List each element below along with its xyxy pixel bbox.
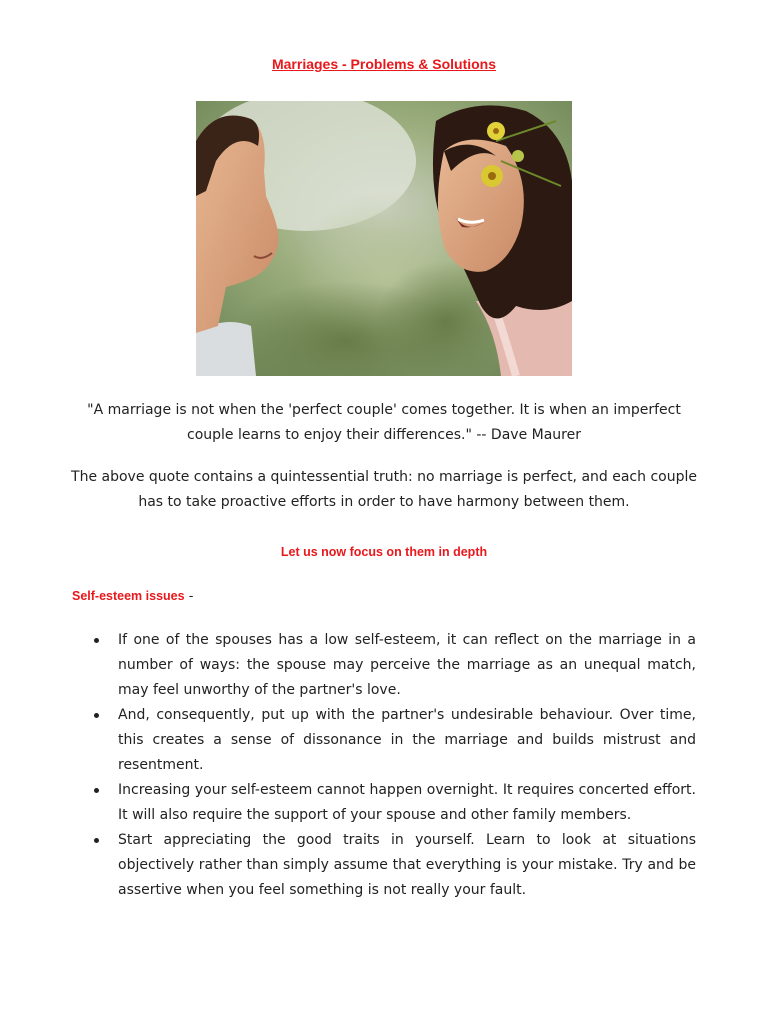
list-item — [72, 828, 696, 903]
quote-text: "A marriage is not when the 'perfect couple' comes together. It is when an imperfect couple learns to enjoy their differences." -- Dave Maurer — [87, 402, 681, 443]
bullet-icon — [94, 713, 99, 718]
page-title: Marriages - Problems & Solutions — [271, 56, 497, 72]
list-item-text: If one of the spouses has a low self-esteem, it can reflect on the marriage in a number of ways: the spouse may perceive the marriage as an unequal match, may feel unworthy of the partner's love. — [118, 632, 696, 698]
bullet-icon — [94, 638, 99, 643]
self-esteem-heading-label: Self-esteem issues — [72, 589, 185, 603]
list-item — [72, 703, 696, 778]
couple-photo-illustration — [196, 101, 572, 376]
bullet-icon — [94, 838, 99, 843]
list-item — [72, 778, 696, 828]
couple-photo — [196, 101, 572, 376]
section-subheading: Let us now focus on them in depth — [280, 545, 488, 559]
bullet-icon — [94, 788, 99, 793]
list-item — [72, 628, 696, 703]
list-item-text: Increasing your self-esteem cannot happen overnight. It requires concerted effort. It will also require the support of your spouse and other family members. — [118, 782, 696, 823]
self-esteem-heading — [72, 589, 193, 604]
self-esteem-heading-suffix: - — [184, 589, 194, 604]
list-item-text: And, consequently, put up with the partner's undesirable behaviour. Over time, this creates a sense of dissonance in the marriage and builds mistrust and resentment. — [118, 707, 696, 773]
self-esteem-bullet-list — [72, 628, 696, 903]
list-item-text: Start appreciating the good traits in yourself. Learn to look at situations objectively rather than simply assume that everything is your mistake. Try and be assertive when you feel something is not really your fault. — [118, 832, 696, 898]
intro-paragraph: The above quote contains a quintessential truth: no marriage is perfect, and each couple has to take proactive efforts in order to have harmony between them. — [71, 469, 697, 510]
